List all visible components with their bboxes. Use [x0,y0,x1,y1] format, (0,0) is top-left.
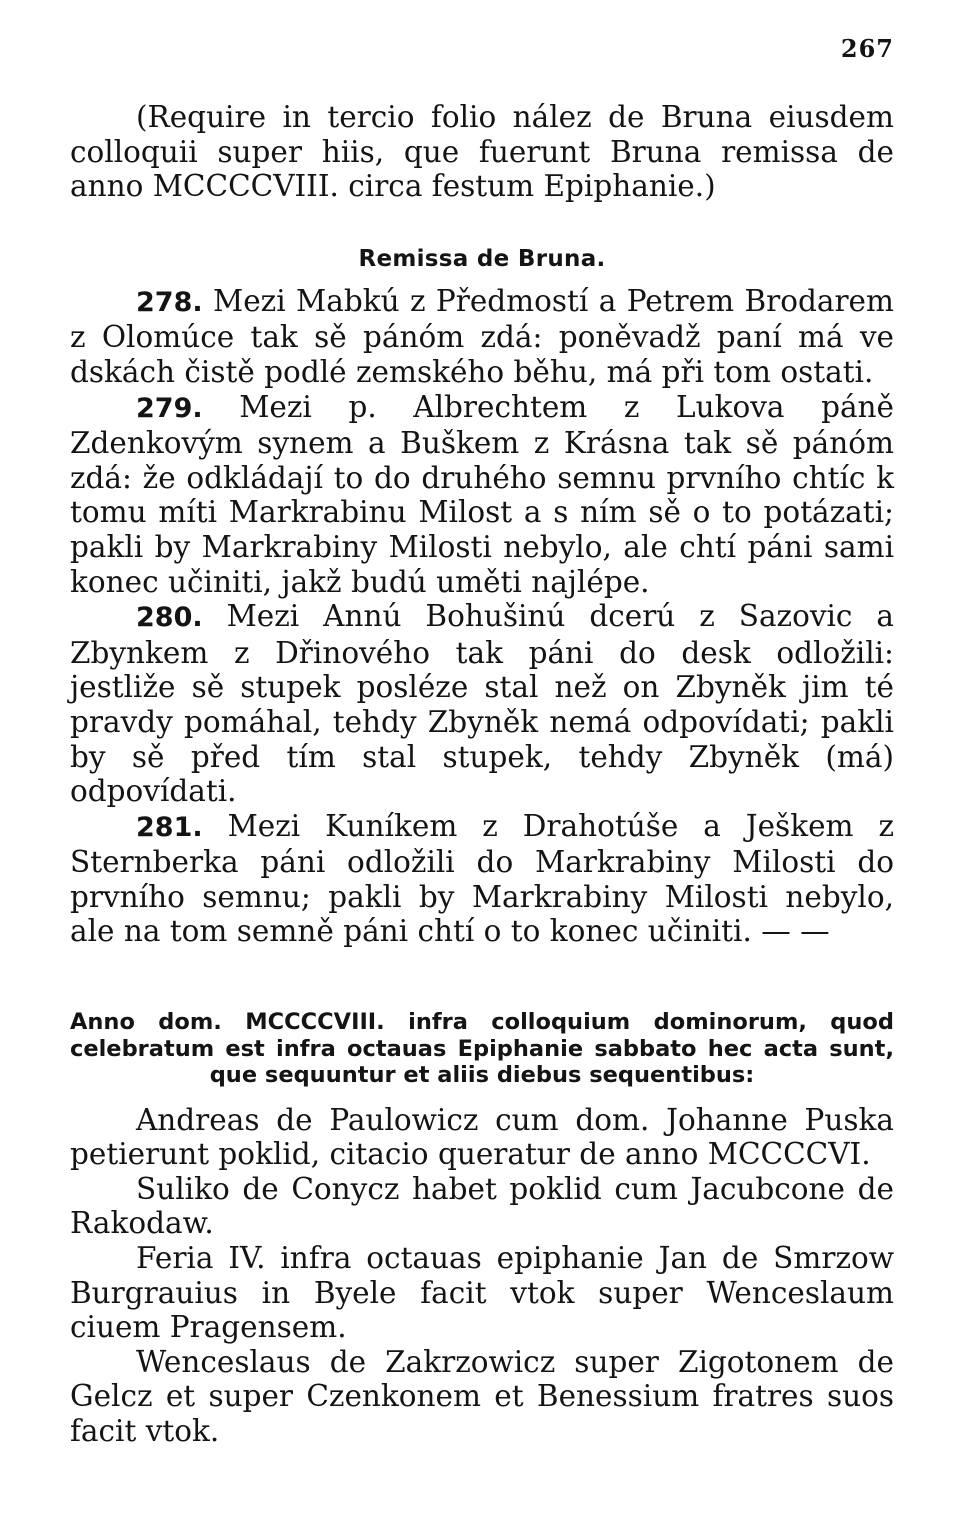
entry-text: Mezi Annú Bohušinú dcerú z Sazovic a Zbynkem z Dřinového tak páni do desk odložili: jestliže sě stupek posléze stal než on Zbyněk jim té pravdy pomáhal, tehdy Zbyněk nemá odpovídati; pakli by sě před tím stal stupek, tehdy Zbyněk (má) odpovídati. [70,599,894,809]
entry-text: Mezi Mabkú z Předmostí a Petrem Brodarem z Olomúce tak sě pánóm zdá: poněvadž paní má ve dskách čistě podlé zemského běhu, má při tom ostati. [70,283,894,389]
paragraph: Suliko de Conycz habet poklid cum Jacubcone de Rakodaw. [70,1171,894,1241]
entry-text: Mezi Kuníkem z Drahotúše a Ješkem z Sternberka páni odložili do Markrabiny Milosti do prvního semnu; pakli by Markrabiny Milosti nebylo, ale na tom semně páni chtí o to konec učiniti. — — [70,808,894,949]
section-heading: Remissa de Bruna. [358,245,606,272]
page-number: 267 [840,34,894,63]
entry-number: 280. [136,602,203,634]
entry-text: Mezi p. Albrechtem z Lukova páně Zdenkovým synem a Buškem z Krásna tak sě pánóm zdá: že odkládají to do druhého semnu prvního chtíc k tomu míti Markrabinu Milost a s ním sě o to potázati; pakli by Markrabiny Milosti nebylo, ale chtí páni sami konec učiniti, jakž budú uměti najlépe. [70,389,894,599]
entry-number: 281. [136,811,203,843]
anno-heading: Anno dom. MCCCCVIII. infra colloquium dominorum, quod celebratum est infra octauas Epiphanie sabbato hec acta sunt, que sequuntur et aliis diebus sequentibus: [70,1009,894,1089]
paragraph: Wenceslaus de Zakrzowicz super Zigotonem de Gelcz et super Czenkonem et Benessium fratres suos facit vtok. [70,1344,894,1448]
entry-number: 279. [136,392,203,424]
entry-279 [70,390,894,600]
body-text [70,100,894,1449]
entry-281 [70,809,894,949]
entry-number: 278. [136,286,203,318]
entry-278 [70,284,894,390]
paragraph: Feria IV. infra octauas epiphanie Jan de Smrzow Burgrauius in Byele facit vtok super Wenceslaum ciuem Pragensem. [70,1240,894,1345]
paragraph: Andreas de Paulowicz cum dom. Johanne Puska petierunt poklid, citacio queratur de anno MCCCCVI. [70,1102,894,1172]
entry-280 [70,599,894,809]
intro-note: (Require in tercio folio nález de Bruna eiusdem colloquii super hiis, que fuerunt Bruna remissa de anno MCCCCVIII. circa festum Epiphanie.) [70,100,894,204]
